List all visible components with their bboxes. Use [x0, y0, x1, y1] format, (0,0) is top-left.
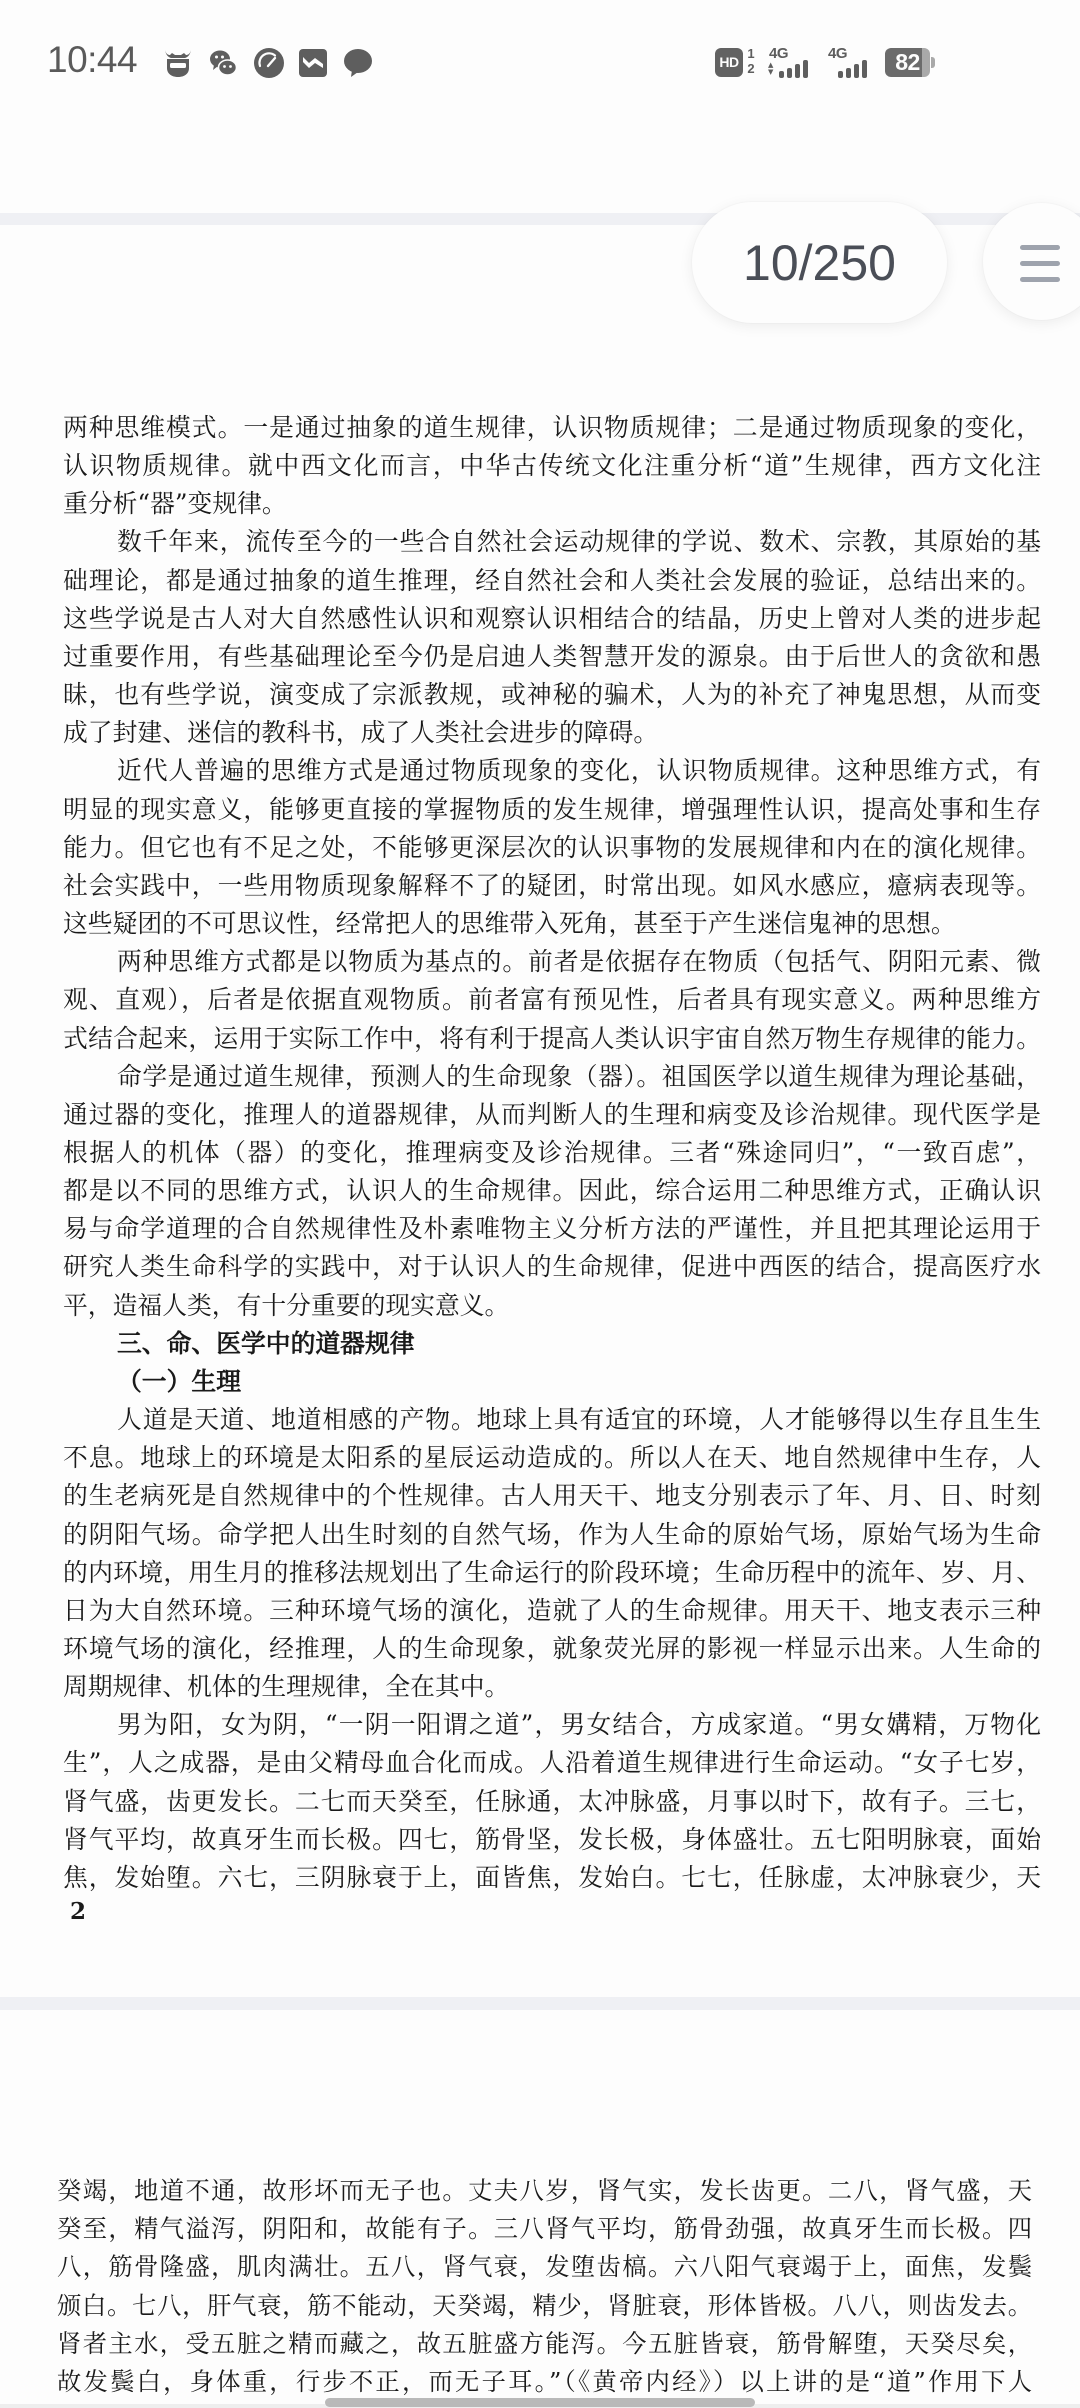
clock: 10:44 — [47, 39, 138, 80]
text-line: 不息。地球上的环境是太阳系的星辰运动造成的。所以人在天、地自然规律中生存，人 — [63, 1443, 1041, 1473]
text-line: 这些学说是古人对大自然感性认识和观察认识相结合的结晶，历史上曾对人类的进步起 — [63, 603, 1041, 633]
text-line: 认识物质规律。就中西文化而言，中华古传统文化注重分析“道”生规律，西方文化注 — [63, 451, 1041, 481]
text-line: 平，造福人类，有十分重要的现实意义。 — [63, 1290, 510, 1320]
speedometer-notification-icon — [253, 47, 285, 79]
subsection-heading: （一）生理 — [117, 1366, 241, 1396]
text-line: 故发鬓白，身体重，行步不正，而无子耳。”（《黄帝内经》）以上讲的是“道”作用下人 — [57, 2366, 1032, 2396]
text-line: 肾者主水，受五脏之精而藏之，故五脏盛方能泻。今五脏皆衰，筋骨解堕，天癸尽矣， — [57, 2328, 1032, 2358]
text-line: 两种思维方式都是以物质为基点的。前者是依据存在物质（包括气、阴阳元素、微 — [117, 947, 1041, 977]
text-line: 成了封建、迷信的教科书，成了人类社会进步的障碍。 — [63, 718, 659, 748]
page-separator — [0, 1997, 1080, 2010]
text-line: 人道是天道、地道相感的产物。地球上具有适宜的环境，人才能够得以生存且生生 — [117, 1405, 1041, 1435]
text-line: 肾气平均，故真牙生而长极。四七，筋骨坚，发长极，身体盛壮。五七阳明脉衰，面始 — [63, 1824, 1041, 1854]
text-line: 男为阳，女为阴，“一阴一阳谓之道”，男女结合，方成家道。“男女媾精，万物化 — [117, 1710, 1041, 1740]
text-line: 周期规律、机体的生理规律，全在其中。 — [63, 1672, 510, 1702]
text-line: 数千年来，流传至今的一些合自然社会运动规律的学说、数术、宗教，其原始的基 — [117, 527, 1041, 557]
text-line: 焦，发始堕。六七，三阴脉衰于上，面皆焦，发始白。七七，任脉虚，太冲脉衰少，天 — [63, 1862, 1041, 1892]
bull-app-notification-icon — [163, 48, 193, 78]
text-line: 式结合起来，运用于实际工作中，将有利于提高人类认识宇宙自然万物生存规律的能力。 — [63, 1023, 1041, 1053]
text-line: 命学是通过道生规律，预测人的生命现象（器）。祖国医学以道生规律为理论基础， — [117, 1061, 1041, 1091]
text-line: 易与命学道理的合自然规律性及朴素唯物主义分析方法的严谨性，并且把其理论运用于 — [63, 1214, 1041, 1244]
sim-1-label: 1 — [747, 46, 755, 61]
text-line: 明显的现实意义，能够更直接的掌握物质的发生规律，增强理性认识，提高处事和生存 — [63, 794, 1041, 824]
text-line: 重分析“器”变规律。 — [63, 489, 287, 519]
text-line: 研究人类生命科学的实践中，对于认识人的生命规律，促进中西医的结合，提高医疗水 — [63, 1252, 1041, 1282]
hd-voice-icon: HD — [715, 48, 743, 77]
battery-tip — [931, 57, 935, 68]
text-line: 环境气场的演化，经推理，人的生命现象，就象荧光屏的影视一样显示出来。人生命的 — [63, 1634, 1041, 1663]
text-line: 根据人的机体（器）的变化，推理病变及诊治规律。三者“殊途同归”，“一致百虑”， — [63, 1137, 1041, 1167]
text-line: 近代人普遍的思维方式是通过物质现象的变化，认识物质规律。这种思维方式，有 — [117, 756, 1041, 786]
signal-bars-icon — [779, 60, 808, 78]
text-line: 的生老病死是自然规律中的个性规律。古人用天干、地支分别表示了年、月、日、时刻 — [63, 1481, 1041, 1511]
document-page-1[interactable] — [63, 409, 1041, 1897]
text-line: 癸竭，地道不通，故形坏而无子也。丈夫八岁，肾气实，发长齿更。二八，肾气盛，天 — [57, 2176, 1032, 2205]
text-line: 这些疑团的不可思议性，经常把人的思维带入死角，甚至于产生迷信鬼神的思想。 — [63, 909, 956, 939]
home-gesture-handle[interactable] — [325, 2398, 755, 2407]
status-bar — [0, 0, 1080, 120]
text-line: 过重要作用，有些基础理论至今仍是启迪人类智慧开发的源泉。由于后世人的贪欲和愚 — [63, 641, 1041, 671]
text-line: 颁白。七八，肝气衰，筋不能动，天癸竭，精少，肾脏衰，形体皆极。八八，则齿发去。 — [57, 2290, 1032, 2320]
text-line: 八，筋骨隆盛，肌肉满壮。五八，肾气衰，发堕齿槁。六八阳气衰竭于上，面焦，发鬓 — [57, 2252, 1032, 2282]
text-line: 的内环境，用生月的推移法规划出了生命运行的阶段环境；生命历程中的流年、岁、月、 — [63, 1557, 1041, 1587]
page-counter-label: 10/250 — [743, 234, 896, 291]
text-line: 础理论，都是通过抽象的道生推理，经自然社会和人类社会发展的验证，总结出来的。 — [63, 565, 1041, 595]
message-notification-icon — [343, 48, 373, 78]
page-counter-button[interactable] — [692, 202, 947, 323]
text-line: 通过器的变化，推理人的道器规律，从而判断人的生理和病变及诊治规律。现代医学是 — [63, 1099, 1041, 1129]
sim1-signal-icon — [768, 46, 816, 78]
text-line: 昧，也有些学说，演变成了宗派教规，或神秘的骗术，人为的补充了神鬼思想，从而变 — [63, 680, 1041, 710]
signal-bars-icon — [838, 60, 867, 78]
text-line: 观、直观），后者是依据直观物质。前者富有预见性，后者具有现实意义。两种思维方 — [63, 985, 1041, 1015]
sim2-network-type: 4G — [828, 45, 848, 62]
text-line: 两种思维模式。一是通过抽象的道生规律，认识物质规律；二是通过物质现象的变化， — [63, 413, 1041, 442]
sim-2-label: 2 — [747, 61, 755, 76]
document-page-2[interactable] — [57, 2172, 1032, 2401]
text-line: 的阴阳气场。命学把人出生时刻的自然气场，作为人生命的原始气场，原始气场为生命 — [63, 1519, 1041, 1549]
text-line: 肾气盛，齿更发长。二七而天癸至，任脉通，太冲脉盛，月事以时下，故有子。三七， — [63, 1786, 1041, 1816]
text-line: 社会实践中，一些用物质现象解释不了的疑团，时常出现。如风水感应，癔病表现等。 — [63, 870, 1041, 900]
map-app-notification-icon — [298, 48, 328, 78]
sim2-signal-icon — [828, 46, 874, 78]
battery-icon: 82 — [885, 48, 930, 77]
text-line: 癸至，精气溢泻，阴阳和，故能有子。三八肾气平均，筋骨劲强，故真牙生而长极。四 — [57, 2214, 1032, 2244]
wechat-notification-icon — [208, 48, 238, 78]
text-line: 都是以不同的思维方式，认识人的生命规律。因此，综合运用二种思维方式，正确认识 — [63, 1176, 1041, 1206]
dual-sim-indicator — [745, 46, 757, 76]
sim1-network-type: 4G — [769, 45, 789, 62]
text-line: 生”，人之成器，是由父精母血合化而成。人沿着道生规律进行生命运动。“女子七岁， — [63, 1748, 1041, 1778]
page-number: 2 — [70, 1898, 87, 1925]
data-transfer-arrows-icon: ▲ ▼ — [768, 61, 774, 76]
section-heading: 三、命、医学中的道器规律 — [117, 1328, 415, 1358]
text-line: 能力。但它也有不足之处，不能够更深层次的认识事物的发展规律和内在的演化规律。 — [63, 832, 1041, 862]
text-line: 日为大自然环境。三种环境气场的演化，造就了人的生命规律。用天干、地支表示三种 — [63, 1595, 1041, 1625]
